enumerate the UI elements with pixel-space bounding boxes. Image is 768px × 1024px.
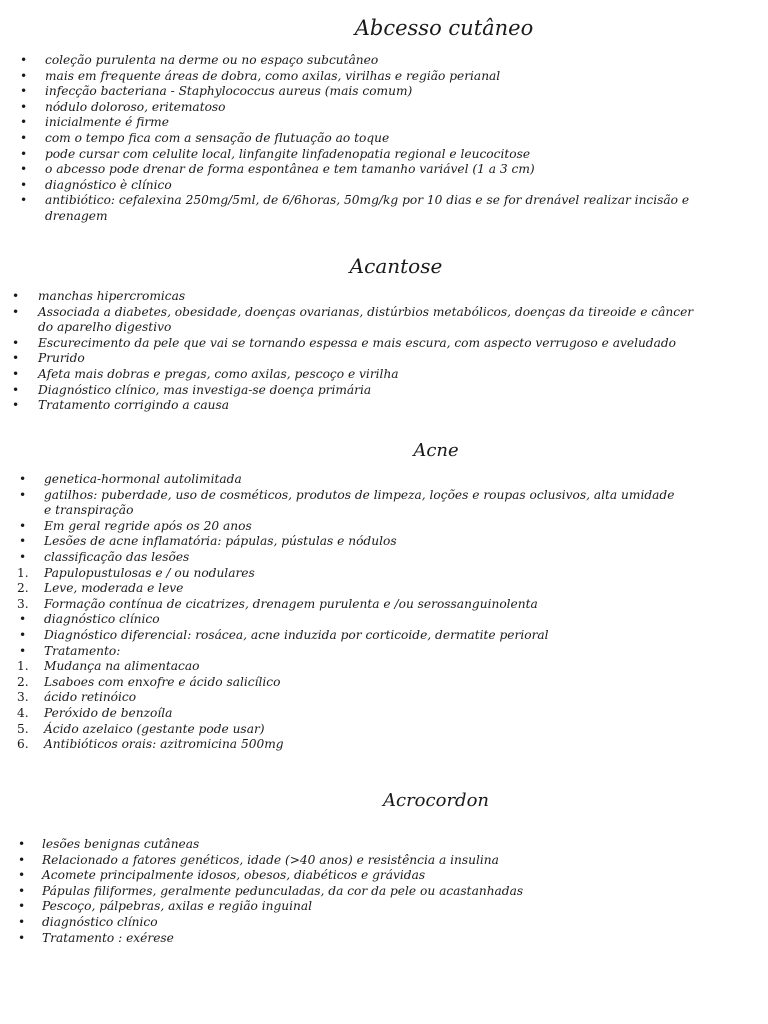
list-marker: • bbox=[19, 518, 27, 533]
section-title-abcesso: Abcesso cutâneo bbox=[354, 16, 534, 40]
bullet-marker: • bbox=[20, 177, 28, 192]
list-item: • manchas hipercromicas bbox=[12, 289, 186, 303]
section-title-acrocordon: Acrocordon bbox=[383, 790, 489, 811]
bullet-marker: • bbox=[12, 304, 20, 319]
list-marker: 2. bbox=[17, 581, 29, 596]
list-item: • gatilhos: puberdade, uso de cosméticos, produtos de limpeza, loções e roupas oclusivos, alta umidade e transpiração bbox=[19, 487, 675, 518]
list-item: • Tratamento: bbox=[19, 643, 121, 658]
list-marker: 2. bbox=[17, 674, 29, 689]
bullet-marker: • bbox=[20, 130, 28, 145]
bullet-marker: • bbox=[12, 398, 20, 413]
list-marker: • bbox=[19, 549, 27, 564]
list-marker: 4. bbox=[17, 705, 29, 720]
list-item: • mais em frequente áreas de dobra, como axilas, virilhas e região perianal bbox=[20, 68, 501, 83]
list-item: • pode cursar com celulite local, linfangite linfadenopatia regional e leucocitose bbox=[20, 146, 531, 161]
list-item: • genetica-hormonal autolimitada bbox=[19, 472, 242, 486]
bullet-marker: • bbox=[12, 335, 20, 350]
list-marker: 1. bbox=[17, 659, 29, 674]
section-abcesso bbox=[0, 15, 768, 225]
list-item: • lesões benignas cutâneas bbox=[18, 837, 200, 851]
list-item: • Acomete principalmente idosos, obesos, diabéticos e grávidas bbox=[18, 868, 426, 883]
section-title-acne: Acne bbox=[413, 440, 459, 461]
list-item: • Pescoço, pálpebras, axilas e região inguinal bbox=[18, 899, 313, 914]
section-acrocordon bbox=[0, 788, 768, 946]
list-item: 5. Ácido azelaico (gestante pode usar) bbox=[17, 721, 265, 736]
list-item: • Em geral regride após os 20 anos bbox=[19, 518, 252, 533]
bullet-marker: • bbox=[20, 162, 28, 177]
list-item: • Diagnóstico clínico, mas investiga-se doença primária bbox=[12, 382, 372, 397]
list-item: • Diagnóstico diferencial: rosácea, acne induzida por corticoide, dermatite perioral bbox=[19, 627, 549, 642]
list-item: 1. Mudança na alimentacao bbox=[17, 659, 200, 674]
list-marker: • bbox=[19, 612, 27, 627]
bullet-marker: • bbox=[18, 837, 26, 851]
list-item: 4. Peróxido de benzoíla bbox=[17, 705, 173, 720]
list-item: • antibiótico: cefalexina 250mg/5ml, de 6/6horas, 50mg/kg por 10 dias e se for drenável realizar incisão e drenagem bbox=[20, 193, 690, 223]
bullet-marker: • bbox=[12, 366, 20, 381]
list-item: 2. Lsaboes com enxofre e ácido salicílico bbox=[17, 674, 281, 689]
list-marker: 1. bbox=[17, 565, 29, 580]
list-item: 3. ácido retinóico bbox=[17, 690, 137, 705]
list-item: • diagnóstico clínico bbox=[18, 914, 158, 929]
section-title-acantose: Acantose bbox=[349, 254, 443, 278]
list-marker: • bbox=[19, 472, 27, 486]
bullet-marker: • bbox=[20, 146, 28, 161]
list-item: • Associada a diabetes, obesidade, doenças ovarianas, distúrbios metabólicos, doenças da tireoide e câncer do aparelho digestivo bbox=[12, 304, 694, 335]
list-item: • Afeta mais dobras e pregas, como axilas, pescoço e virilha bbox=[12, 366, 399, 381]
bullet-list-abcesso bbox=[0, 53, 768, 225]
list-item: 6. Antibióticos orais: azitromicina 500mg bbox=[17, 737, 284, 752]
bullet-list-acrocordon bbox=[0, 837, 768, 946]
list-item: • Pápulas filiformes, geralmente pedunculadas, da cor da pele ou acastanhadas bbox=[18, 883, 524, 898]
bullet-marker: • bbox=[12, 382, 20, 397]
list-item: 2. Leve, moderada e leve bbox=[17, 581, 184, 596]
list-marker: • bbox=[19, 627, 27, 642]
bullet-marker: • bbox=[20, 68, 28, 83]
list-item: • Lesões de acne inflamatória: pápulas, pústulas e nódulos bbox=[19, 534, 397, 549]
list-item: • infecção bacteriana - Staphylococcus aureus (mais comum) bbox=[20, 84, 413, 99]
list-item: • classificação das lesões bbox=[19, 549, 190, 564]
list-item: • Prurido bbox=[12, 351, 85, 366]
list-item: • o abcesso pode drenar de forma espontânea e tem tamanho variável (1 a 3 cm) bbox=[20, 162, 535, 177]
list-item: 1. Papulopustulosas e / ou nodulares bbox=[17, 565, 255, 580]
bullet-marker: • bbox=[18, 899, 26, 914]
list-marker: • bbox=[19, 487, 27, 502]
bullet-marker: • bbox=[20, 193, 28, 208]
bullet-marker: • bbox=[18, 883, 26, 898]
bullet-marker: • bbox=[20, 115, 28, 130]
list-marker: 3. bbox=[17, 690, 29, 705]
bullet-marker: • bbox=[18, 914, 26, 929]
section-acne bbox=[0, 438, 768, 753]
list-marker: • bbox=[19, 643, 27, 658]
list-marker: 5. bbox=[17, 721, 29, 736]
bullet-marker: • bbox=[20, 53, 28, 67]
list-marker: 6. bbox=[17, 737, 29, 752]
bullet-marker: • bbox=[18, 930, 26, 945]
list-item: • coleção purulenta na derme ou no espaço subcutâneo bbox=[20, 53, 379, 67]
list-marker: • bbox=[19, 534, 27, 549]
bullet-marker: • bbox=[12, 289, 20, 303]
mixed-list-acne bbox=[0, 472, 768, 753]
list-item: • diagnóstico clínico bbox=[19, 612, 160, 627]
list-item: • diagnóstico è clínico bbox=[20, 177, 172, 192]
bullet-marker: • bbox=[18, 868, 26, 883]
bullet-marker: • bbox=[20, 99, 28, 114]
bullet-marker: • bbox=[20, 84, 28, 99]
list-item: • Tratamento : exérese bbox=[18, 930, 174, 945]
list-item: • Escurecimento da pele que vai se tornando espessa e mais escura, com aspecto verrugoso e aveludado bbox=[12, 335, 677, 350]
bullet-marker: • bbox=[18, 852, 26, 867]
bullet-marker: • bbox=[12, 351, 20, 366]
section-acantose bbox=[0, 253, 768, 414]
list-item: • nódulo doloroso, eritematoso bbox=[20, 99, 226, 114]
list-marker: 3. bbox=[17, 596, 29, 611]
list-item: 3. Formação contínua de cicatrizes, drenagem purulenta e /ou serossanguinolenta bbox=[17, 596, 538, 611]
bullet-list-acantose bbox=[0, 289, 768, 414]
list-item: • Relacionado a fatores genéticos, idade (>40 anos) e resistência a insulina bbox=[18, 852, 499, 867]
list-item: • inicialmente é firme bbox=[20, 115, 169, 130]
list-item: • com o tempo fica com a sensação de flutuação ao toque bbox=[20, 130, 390, 145]
list-item: • Tratamento corrigindo a causa bbox=[12, 398, 229, 413]
